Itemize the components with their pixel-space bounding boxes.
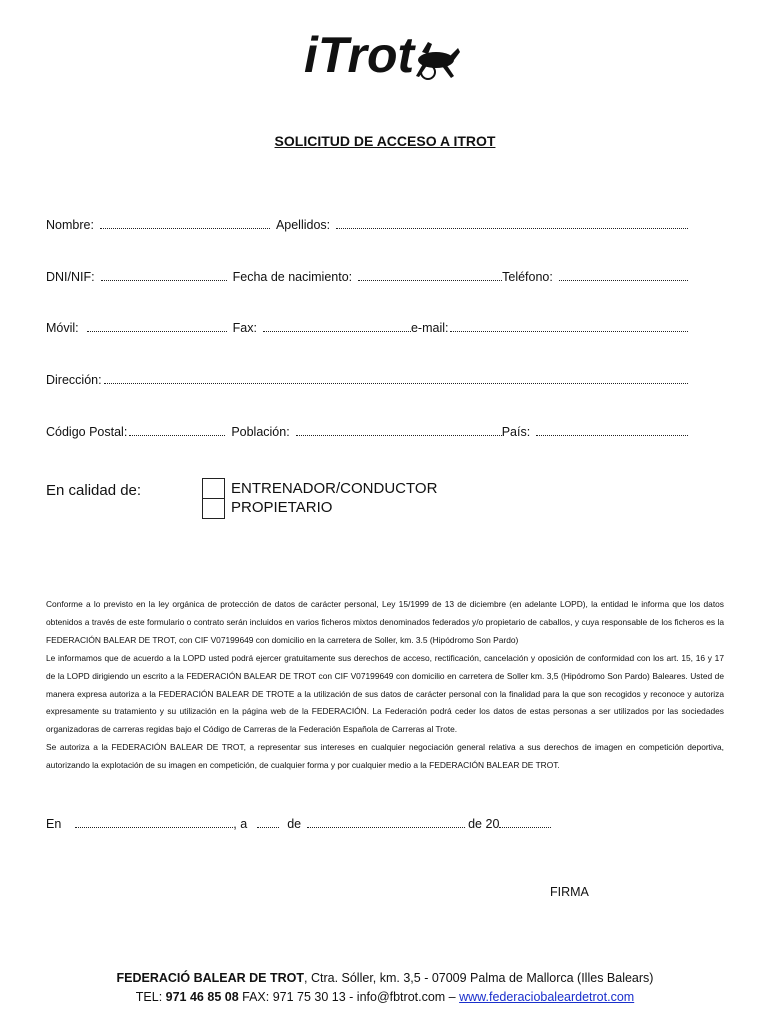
row-direccion [46,367,688,387]
direccion-field[interactable] [104,371,688,384]
footer-contact [0,990,770,1004]
row-codigo-postal [46,419,688,439]
fax-label: Fax: [232,321,257,335]
firma-label: FIRMA [550,885,589,899]
de-label: de [287,817,302,831]
movil-field[interactable] [87,319,227,332]
fecha-nacimiento-label: Fecha de nacimiento: [232,270,353,284]
legal-notice [46,596,724,775]
poblacion-label: Población: [231,425,290,439]
email-label: e-mail: [410,321,449,335]
entrenador-option-label: ENTRENADOR/CONDUCTOR [231,480,438,497]
year-field[interactable] [499,815,551,828]
telefono-field[interactable] [559,268,688,281]
row-movil [46,315,688,335]
legal-paragraph: Se autoriza a la FEDERACIÓN BALEAR DE TROT, a representar sus intereses en cualquier negociación general relativa a sus derechos de imagen en competición deportiva, autorizando la explotación de su imagen en competición, de cualquier forma y por cualquier medio a la FEDERACIÓN BALEAR DE TROT. [46,742,724,771]
dni-field[interactable] [101,268,227,281]
footer-website-link[interactable]: www.federaciobaleardetrot.com [459,990,635,1004]
direccion-label: Dirección: [46,373,102,387]
footer-fax-email: FAX: 971 75 30 13 - info@fbtrot.com – [238,990,460,1004]
a-label: , a [233,817,248,831]
email-field[interactable] [450,319,688,332]
footer-address [0,971,770,985]
day-field[interactable] [257,815,279,828]
de20-label: de 20 [468,817,500,831]
apellidos-label: Apellidos: [275,218,331,232]
date-line [46,811,566,831]
pais-label: País: [501,425,531,439]
calidad-label: En calidad de: [46,482,142,499]
apellidos-field[interactable] [336,216,688,229]
place-field[interactable] [75,815,233,828]
propietario-option-label: PROPIETARIO [231,499,333,516]
entrenador-checkbox[interactable] [202,478,225,499]
en-label: En [46,817,62,831]
footer-tel: 971 46 85 08 [165,990,239,1004]
movil-label: Móvil: [46,321,79,335]
fax-field[interactable] [263,319,411,332]
footer-org: FEDERACIÓ BALEAR DE TROT [116,971,305,985]
fecha-nacimiento-field[interactable] [358,268,502,281]
codigo-postal-field[interactable] [129,423,225,436]
telefono-label: Teléfono: [502,270,553,284]
poblacion-field[interactable] [296,423,502,436]
trotter-horse-icon [416,42,460,79]
itrot-logo [300,22,460,84]
legal-paragraph: Le informamos que de acuerdo a la LOPD usted podrá ejercer gratuitamente sus derechos de acceso, rectificación, cancelación y oposición de conformidad con los art. 15, 16 y 17 de la LOPD dirigiendo un escrito a la FEDERACIÓN BALEAR DE TROT con CIF V07199649 con domicilio en carretera de Soller km. 3,5 (Hipódromo Son Pardo) Baleares. Usted de manera expresa autoriza a la FEDERACIÓN BALEAR DE TROTE a la utilización de sus datos de carácter personal con la finalidad para la que son recogidos y reconoce y autoriza expresamente su tratamiento y su utilización en la página web de la FEDERACIÓN. La Federación podrá ceder los datos de estas personas a ser utilizados por las sociedades organizadoras de carreras regidas bajo el Código de Carreras de la Federación Española de Carreras al Trote. [46,652,724,735]
footer-tel-label: TEL: [135,990,166,1004]
dni-label: DNI/NIF: [46,270,95,284]
legal-paragraph: Conforme a lo previsto en la ley orgánica de protección de datos de carácter personal, Ley 15/1999 de 13 de diciembre (en adelante LOPD), la entidad le informa que los datos obtenidos a través de este formulario o contrato serán incluidos en varios ficheros mixtos denominados federados y/o propietario de caballos, y cuya responsable de los ficheros es la FEDERACIÓN BALEAR DE TROT, con CIF V07199649 con domicilio en la carretera de Soller, km. 3.5 (Hipódromo Son Pardo) [46,599,724,645]
codigo-postal-label: Código Postal: [46,425,128,439]
row-nombre [46,212,688,232]
propietario-checkbox[interactable] [202,498,225,519]
footer-address-text: , Ctra. Sóller, km. 3,5 - 07009 Palma de Mallorca (Illes Balears) [304,971,654,985]
nombre-label: Nombre: [46,218,94,232]
pais-field[interactable] [536,423,688,436]
logo-text: iTrot [304,27,415,83]
month-field[interactable] [307,815,465,828]
row-dni [46,264,688,284]
page-title: SOLICITUD DE ACCESO A ITROT [274,133,496,149]
nombre-field[interactable] [100,216,270,229]
